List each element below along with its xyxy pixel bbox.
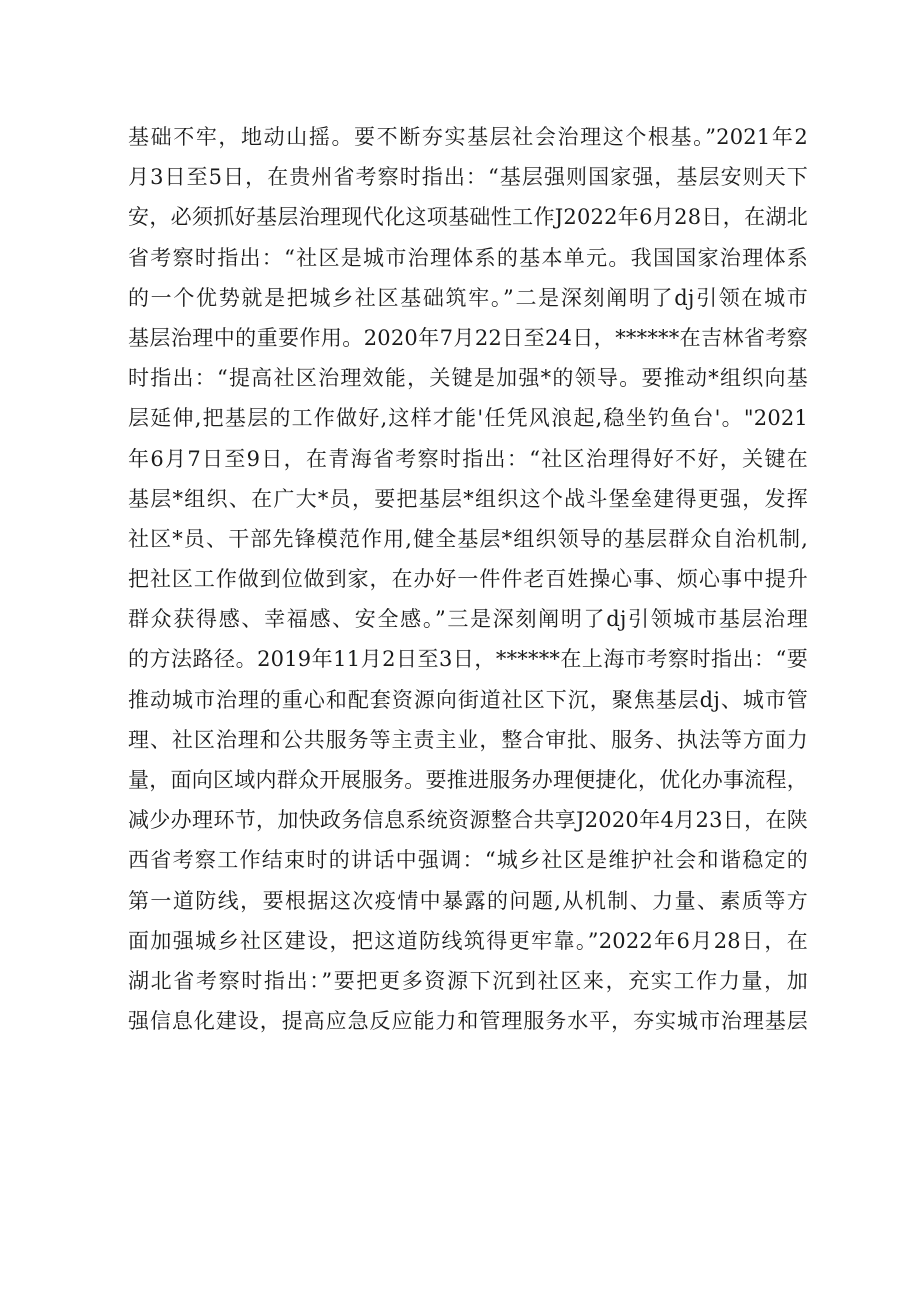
text-line: 面加强城乡社区建设，把这道防线筑得更牢靠。”2022年6月28日，在 xyxy=(128,928,808,953)
text-line: 安，必须抓好基层治理现代化这项基础性工作J2022年6月28日，在湖北 xyxy=(128,205,808,230)
text-line: 西省考察工作结束时的讲话中强调：“城乡社区是维护社会和谐稳定的 xyxy=(128,848,808,873)
text-line: 理、社区治理和公共服务等主责主业，整合审批、服务、执法等方面力 xyxy=(128,727,808,752)
text-line: 基层治理中的重要作用。2020年7月22日至24日，******在吉林省考察 xyxy=(128,325,808,350)
text-line: 社区*员、干部先锋模范作用,健全基层*组织领导的基层群众自治机制, xyxy=(128,526,808,551)
text-line: 减少办理环节，加快政务信息系统资源整合共享J2020年4月23日，在陕 xyxy=(128,808,808,833)
text-line: 把社区工作做到位做到家，在办好一件件老百姓操心事、烦心事中提升 xyxy=(128,567,808,592)
text-line: 基层*组织、在广大*员，要把基层*组织这个战斗堡垒建得更强，发挥 xyxy=(128,486,808,511)
text-line: 层延伸,把基层的工作做好,这样才能'任凭风浪起,稳坐钓鱼台'。"2021 xyxy=(128,406,808,431)
text-line: 第一道防线，要根据这次疫情中暴露的问题,从机制、力量、素质等方 xyxy=(128,888,808,913)
body-text xyxy=(128,117,808,1041)
text-line: 量，面向区域内群众开展服务。要推进服务办理便捷化，优化办事流程， xyxy=(128,768,808,792)
text-line: 基础不牢，地动山摇。要不断夯实基层社会治理这个根基。”2021年2 xyxy=(128,125,808,149)
text-line: 推动城市治理的重心和配套资源向街道社区下沉，聚焦基层dj、城市管 xyxy=(128,687,808,712)
text-line: 的方法路径。2019年11月2日至3日，******在上海市考察时指出：“要 xyxy=(128,647,808,672)
text-line: 月3日至5日，在贵州省考察时指出：“基层强则国家强，基层安则天下 xyxy=(128,165,808,190)
text-line: 群众获得感、幸福感、安全感。”三是深刻阐明了dj引领城市基层治理 xyxy=(128,607,808,632)
text-line: 年6月7日至9日，在青海省考察时指出：“社区治理得好不好，关键在 xyxy=(128,446,808,471)
text-line: 时指出：“提高社区治理效能，关键是加强*的领导。要推动*组织向基 xyxy=(128,366,808,391)
text-line: 省考察时指出：“社区是城市治理体系的基本单元。我国国家治理体系 xyxy=(128,245,808,270)
text-line: 强信息化建设，提高应急反应能力和管理服务水平，夯实城市治理基层 xyxy=(128,1009,808,1034)
text-line: 湖北省考察时指出：”要把更多资源下沉到社区来，充实工作力量，加 xyxy=(128,968,808,993)
text-line: 的一个优势就是把城乡社区基础筑牢。”二是深刻阐明了dj引领在城市 xyxy=(128,285,808,310)
